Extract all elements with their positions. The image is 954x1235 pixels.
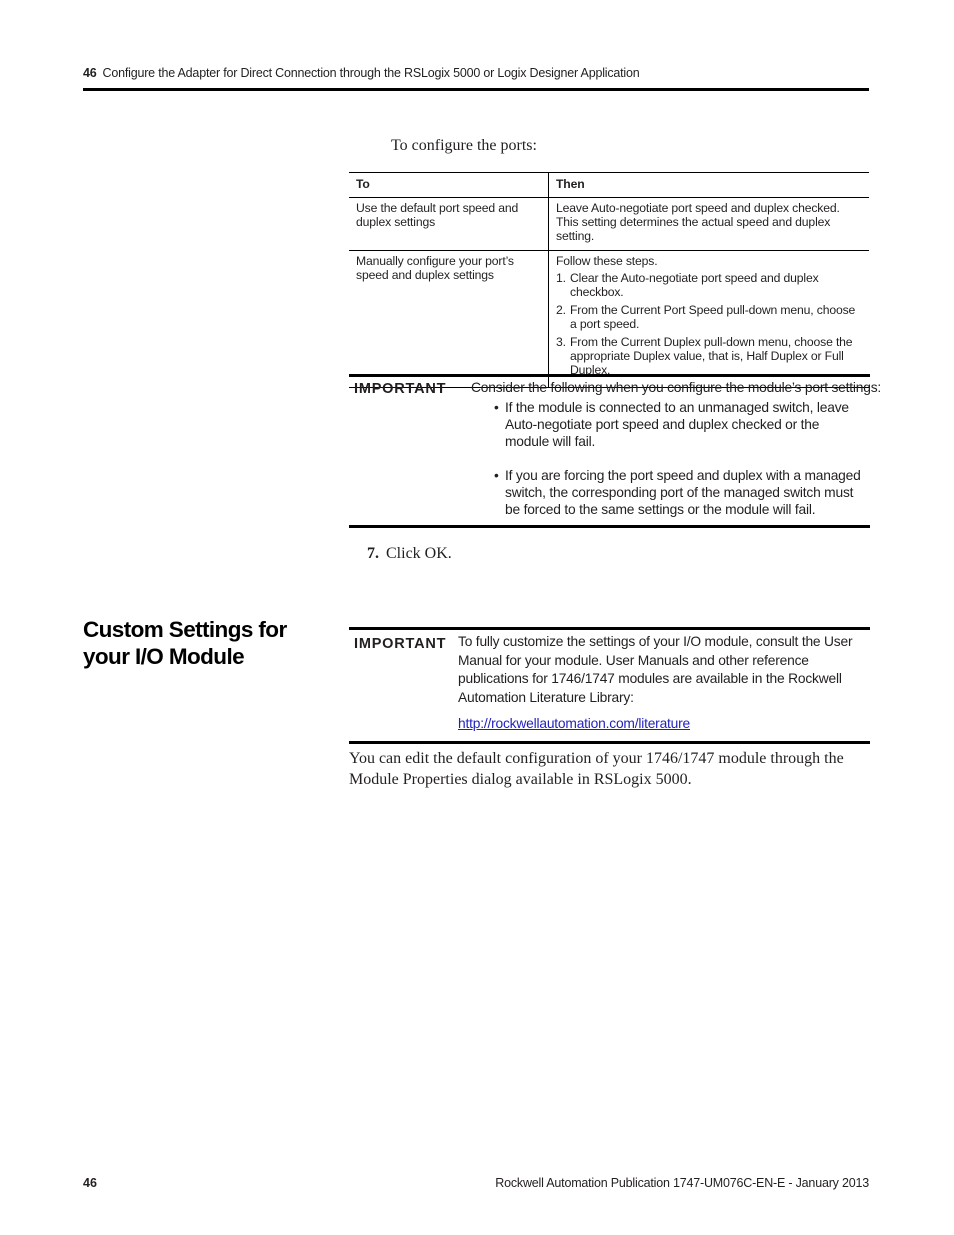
list-item (556, 335, 863, 377)
step-number: 3. (556, 335, 566, 349)
column-header-to: To (349, 173, 549, 198)
bullet-text: If the module is connected to an unmanaged switch, leave Auto-negotiate port speed and duplex checked or the module will fail. (505, 400, 849, 449)
important-label: IMPORTANT (354, 636, 447, 652)
port-config-table (349, 172, 869, 388)
literature-link[interactable]: http://rockwellautomation.com/literature (458, 716, 691, 731)
table-header-row (349, 173, 869, 198)
step-7 (367, 545, 452, 563)
row2-then-intro: Follow these steps. (556, 254, 658, 268)
header-page-number: 46 (83, 66, 97, 80)
intro-text: To configure the ports: (391, 137, 537, 154)
table-row (349, 198, 869, 251)
step-text: From the Current Port Speed pull-down menu, choose a port speed. (570, 303, 856, 331)
steps-list (556, 271, 863, 377)
list-item (494, 467, 865, 518)
header-rule (83, 88, 869, 91)
row2-then-cell (549, 251, 870, 388)
important-label: IMPORTANT (354, 381, 447, 397)
step-text: From the Current Duplex pull-down menu, choose the appropriate Duplex value, that is, Half Duplex or Full Duplex. (570, 335, 853, 377)
running-header (83, 66, 869, 80)
row1-then-line2: This setting determines the actual speed and duplex setting. (556, 215, 831, 243)
row1-then-line1: Leave Auto-negotiate port speed and duplex checked. (556, 201, 840, 215)
step-number: 7. (367, 545, 379, 562)
table-row (349, 251, 869, 388)
important-note-port-settings (349, 374, 882, 528)
list-item (556, 271, 863, 299)
footer-page-number: 46 (83, 1176, 97, 1190)
row1-then-cell (549, 198, 870, 251)
list-item (556, 303, 863, 331)
important-note-custom-settings (349, 627, 870, 744)
footer-publication: Rockwell Automation Publication 1747-UM076C-EN-E - January 2013 (495, 1176, 869, 1190)
section-title: Custom Settings for your I/O Module (83, 617, 287, 669)
header-title: Configure the Adapter for Direct Connection through the RSLogix 5000 or Logix Designer Application (102, 66, 640, 80)
list-item (494, 399, 865, 450)
bullet-text: If you are forcing the port speed and duplex with a managed switch, the corresponding port of the managed switch must be forced to the same settings or the module will fail. (505, 468, 861, 517)
step-text: Click OK. (386, 545, 452, 562)
row2-to-cell: Manually configure your port’s speed and duplex settings (349, 251, 549, 388)
step-number: 1. (556, 271, 566, 285)
body-paragraph: You can edit the default configuration of your 1746/1747 module through the Module Properties dialog available in RSLogix 5000. (349, 750, 844, 788)
step-text: Clear the Auto-negotiate port speed and duplex checkbox. (570, 271, 819, 299)
bullet-icon: • (494, 400, 499, 415)
important-lead-text: Consider the following when you configure the module’s port settings: (471, 380, 882, 395)
step-number: 2. (556, 303, 566, 317)
row1-to-cell: Use the default port speed and duplex settings (349, 198, 549, 251)
important-body-text: To fully customize the settings of your I/O module, consult the User Manual for your module. User Manuals and other reference publications for 1746/1747 modules are available in the Rockwell Automation Literature Library: (458, 634, 853, 705)
bullet-icon: • (494, 468, 499, 483)
column-header-then: Then (549, 173, 870, 198)
